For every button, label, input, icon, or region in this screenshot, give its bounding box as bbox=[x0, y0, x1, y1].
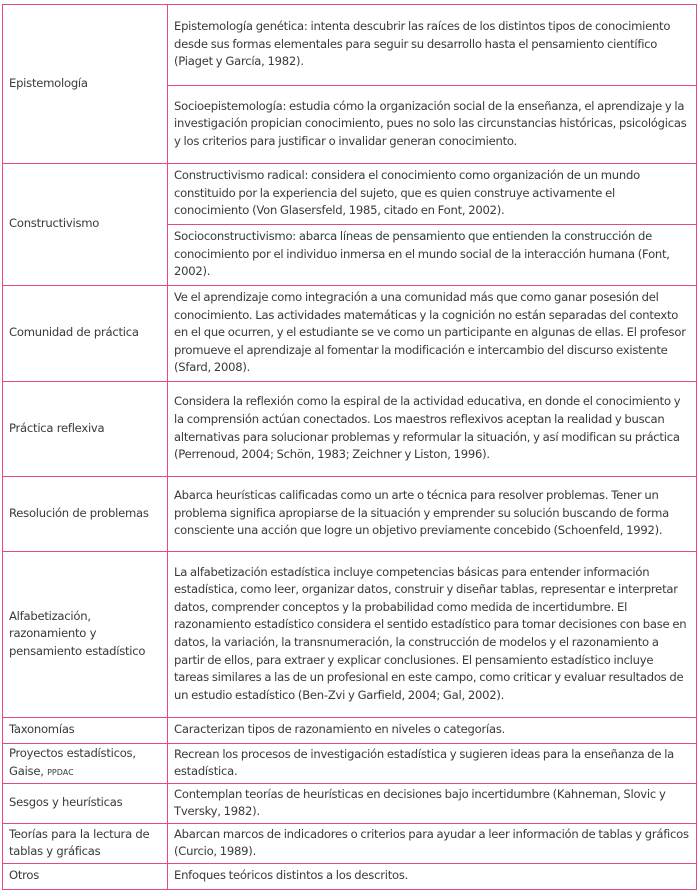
description-cell: Abarca heurísticas calificadas como un arte o técnica para resolver problemas. Tener un problema significa apropiarse de la situación y emprender su solución buscando de forma consciente una acción que logre un objetivo previamente concebido (Schoenfeld, 1992). bbox=[168, 477, 697, 552]
category-cell: Sesgos y heurísticas bbox=[3, 784, 168, 824]
category-cell bbox=[3, 744, 168, 784]
category-cell: Constructivismo bbox=[3, 164, 168, 286]
category-cell: Epistemología bbox=[3, 5, 168, 164]
description-cell: Constructivismo radical: considera el conocimiento como organización de un mundo constituido por la experiencia del sujeto, que es quien construye activamente el conocimiento (Von Glasersfeld, 1985, citado en Font, 2002). bbox=[168, 164, 697, 225]
description-cell: Socioepistemología: estudia cómo la organización social de la enseñanza, el aprendizaje y la investigación propician conocimiento, pues no solo las circunstancias históricas, psicológicas y los criterios para justificar o invalidar generan conocimiento. bbox=[168, 86, 697, 164]
theoretical-frameworks-table bbox=[2, 4, 697, 890]
table-row-practica-reflexiva bbox=[3, 382, 697, 477]
table-row-taxonomias bbox=[3, 718, 697, 744]
table-row-constructivismo bbox=[3, 164, 697, 225]
description-cell: Caracterizan tipos de razonamiento en niveles o categorías. bbox=[168, 718, 697, 744]
table-row-proyectos-estadisticos bbox=[3, 744, 697, 784]
category-cell: Teorías para la lectura de tablas y gráficas bbox=[3, 824, 168, 864]
category-cell: Comunidad de práctica bbox=[3, 286, 168, 382]
category-cell: Alfabetización, razonamiento y pensamiento estadístico bbox=[3, 552, 168, 718]
description-cell: Ve el aprendizaje como integración a una comunidad más que como ganar posesión del conocimiento. Las actividades matemáticas y la cognición no están separadas del contexto en el que ocurren, y el estudiante se ve como un participante en algunas de ellas. El profesor promueve el aprendizaje al fomentar la modificación e intercambio del discurso existente (Sfard, 2008). bbox=[168, 286, 697, 382]
table-row-comunidad-de-practica bbox=[3, 286, 697, 382]
table-row-epistemologia bbox=[3, 5, 697, 86]
description-cell: Abarcan marcos de indicadores o criterios para ayudar a leer información de tablas y gráficos (Curcio, 1989). bbox=[168, 824, 697, 864]
category-cell: Taxonomías bbox=[3, 718, 168, 744]
category-cell: Práctica reflexiva bbox=[3, 382, 168, 477]
ppdac-abbrev: PPDAC bbox=[47, 767, 74, 777]
description-cell: La alfabetización estadística incluye competencias básicas para entender información estadística, como leer, organizar datos, construir y diseñar tablas, representar e interpretar datos, comprender conceptos y la probabilidad como medida de incertidumbre. El razonamiento estadístico considera el sentido estadístico para tomar decisiones con base en datos, la variación, la transnumeración, la construcción de modelos y el razonamiento a partir de ellos, para extraer y explicar conclusiones. El pensamiento estadístico incluye tareas similares a las de un profesional en este campo, como criticar y evaluar resultados de un estudio estadístico (Ben-Zvi y Garfield, 2004; Gal, 2002). bbox=[168, 552, 697, 718]
table-row-sesgos-y-heuristicas bbox=[3, 784, 697, 824]
table-row-otros bbox=[3, 864, 697, 890]
category-cell: Resolución de problemas bbox=[3, 477, 168, 552]
table-row-resolucion-de-problemas bbox=[3, 477, 697, 552]
category-cell: Otros bbox=[3, 864, 168, 890]
description-cell: Enfoques teóricos distintos a los descritos. bbox=[168, 864, 697, 890]
description-cell: Epistemología genética: intenta descubrir las raíces de los distintos tipos de conocimiento desde sus formas elementales para seguir su desarrollo hasta el pensamiento científico (Piaget y García, 1982). bbox=[168, 5, 697, 86]
table-row-teorias-lectura bbox=[3, 824, 697, 864]
description-cell: Recrean los procesos de investigación estadística y sugieren ideas para la enseñanza de la estadística. bbox=[168, 744, 697, 784]
description-cell: Considera la reflexión como la espiral de la actividad educativa, en donde el conocimiento y la comprensión actúan conectados. Los maestros reflexivos aceptan la realidad y buscan alternativas para solucionar problemas y reformular la situación, y así modifican su práctica (Perrenoud, 2004; Schön, 1983; Zeichner y Liston, 1996). bbox=[168, 382, 697, 477]
category-text: Proyectos estadísticos, Gaise, bbox=[9, 746, 136, 778]
description-cell: Contemplan teorías de heurísticas en decisiones bajo incertidumbre (Kahneman, Slovic y Tversky, 1982). bbox=[168, 784, 697, 824]
table-row-alfabetizacion bbox=[3, 552, 697, 718]
description-cell: Socioconstructivismo: abarca líneas de pensamiento que entienden la construcción de conocimiento por el individuo inmersa en el mundo social de la interacción humana (Font, 2002). bbox=[168, 225, 697, 286]
